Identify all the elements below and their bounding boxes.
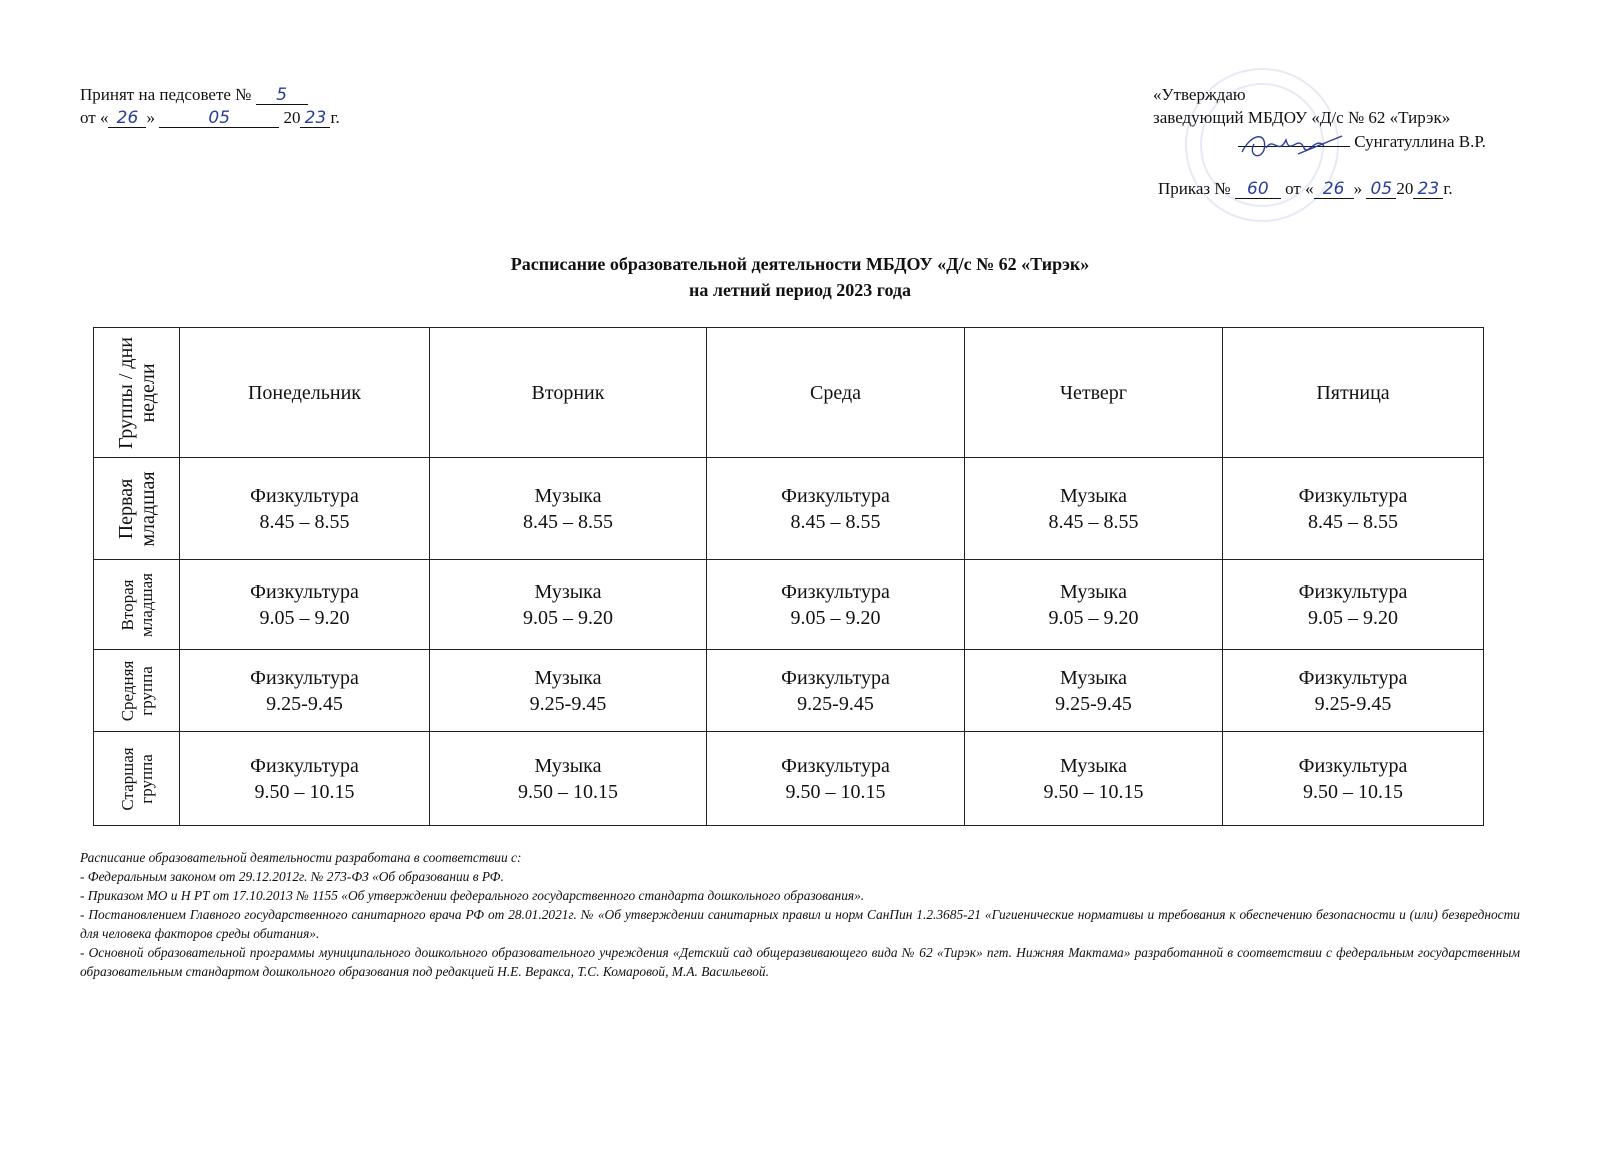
- council-year: 23: [300, 109, 330, 128]
- schedule-cell: [1223, 732, 1484, 826]
- activity: Музыка: [534, 666, 602, 689]
- activity: Музыка: [534, 754, 602, 777]
- activity: Физкультура: [250, 580, 359, 603]
- day-label: Среда: [809, 381, 861, 404]
- year-end: г.: [330, 108, 340, 127]
- time: 9.25-9.45: [1314, 692, 1392, 715]
- order-date-open: от «: [1285, 179, 1314, 198]
- corner-cell: [94, 328, 180, 458]
- table-row: [94, 650, 1484, 732]
- activity: Физкультура: [250, 666, 359, 689]
- year-prefix: 20: [283, 108, 301, 127]
- group-label: Первая младшая: [114, 470, 159, 547]
- schedule-cell: [430, 560, 707, 650]
- time: 8.45 – 8.55: [1048, 510, 1139, 533]
- schedule-cell: [1223, 458, 1484, 560]
- schedule-cell: [180, 650, 430, 732]
- activity: Физкультура: [250, 754, 359, 777]
- signature-icon: [1238, 126, 1358, 164]
- day-label: Вторник: [531, 381, 605, 404]
- group-cell: [94, 650, 180, 732]
- note-line: - Постановлением Главного государственного санитарного врача РФ от 28.01.2021г. № «Об утверждении санитарных правил и норм СанПин 1.2.3685-21 «Гигиенические нормативы и требования к обеспечению безопасности и (или) безвредности для человека факторов среды обитания».: [80, 907, 1520, 941]
- time: 9.25-9.45: [797, 692, 874, 715]
- schedule-cell: [707, 560, 965, 650]
- corner-label: Группы / дни недели: [114, 336, 159, 449]
- schedule-cell: [180, 732, 430, 826]
- notes-block: [80, 848, 1520, 981]
- activity: Музыка: [534, 484, 602, 507]
- activity: Физкультура: [1298, 754, 1408, 777]
- schedule-cell: [180, 458, 430, 560]
- approve-label: «Утверждаю: [1153, 85, 1246, 104]
- day-label: Пятница: [1316, 381, 1390, 404]
- order-line: [1158, 179, 1453, 199]
- schedule-cell: [1223, 560, 1484, 650]
- note-line: Расписание образовательной деятельности разработана в соответствии с:: [80, 850, 522, 865]
- activity: Музыка: [1060, 754, 1127, 777]
- schedule-cell: [965, 650, 1223, 732]
- time: 8.45 – 8.55: [523, 510, 613, 533]
- time: 9.05 – 9.20: [523, 606, 613, 629]
- approver-position: заведующий МБДОУ «Д/с № 62 «Тирэк»: [1153, 108, 1451, 127]
- time: 9.25-9.45: [529, 692, 607, 715]
- group-cell: [94, 560, 180, 650]
- time: 9.05 – 9.20: [1048, 606, 1139, 629]
- activity: Физкультура: [1298, 580, 1408, 603]
- activity: Физкультура: [1298, 484, 1408, 507]
- activity: Физкультура: [781, 754, 890, 777]
- day-header: [707, 328, 965, 458]
- time: 8.45 – 8.55: [1308, 510, 1398, 533]
- group-label: Старшая группа: [117, 746, 156, 811]
- time: 9.50 – 10.15: [1043, 780, 1144, 803]
- approver-name: Сунгатуллина В.Р.: [1354, 132, 1486, 151]
- day-label: Четверг: [1059, 381, 1128, 404]
- document-subtitle: на летний период 2023 года: [688, 280, 912, 300]
- note-line: - Основной образовательной программы муниципального дошкольного образовательного учреждения «Детский сад общеразвивающего вида № 62 «Тирэк» пгт. Нижняя Мактама» разработанной в соответствии с федеральным государственным образовательным стандартом дошкольного образования под редакцией Н.Е. Веракса, Т.С. Комаровой, М.А. Васильевой.: [80, 945, 1520, 979]
- time: 9.05 – 9.20: [259, 606, 350, 629]
- order-year: 23: [1413, 180, 1443, 199]
- time: 9.50 – 10.15: [1303, 780, 1403, 803]
- time: 8.45 – 8.55: [259, 510, 350, 533]
- schedule-cell: [180, 560, 430, 650]
- table-row: [94, 732, 1484, 826]
- council-day: 26: [108, 109, 146, 128]
- schedule-cell: [430, 732, 707, 826]
- schedule-cell: [430, 458, 707, 560]
- schedule-cell: [707, 732, 965, 826]
- order-year-prefix: 20: [1396, 179, 1414, 198]
- time: 9.25-9.45: [1055, 692, 1132, 715]
- time: 9.05 – 9.20: [790, 606, 881, 629]
- date-open-quote: от «: [80, 108, 109, 127]
- group-label: Средняя группа: [117, 660, 156, 721]
- day-label: Понедельник: [247, 381, 362, 404]
- time: 9.50 – 10.15: [785, 780, 886, 803]
- schedule-cell: [965, 560, 1223, 650]
- activity: Физкультура: [1298, 666, 1408, 689]
- activity: Физкультура: [781, 484, 890, 507]
- time: 9.05 – 9.20: [1308, 606, 1398, 629]
- day-header: [180, 328, 430, 458]
- document-title: Расписание образовательной деятельности МБДОУ «Д/с № 62 «Тирэк»: [510, 254, 1090, 274]
- group-cell: [94, 732, 180, 826]
- schedule-cell: [707, 650, 965, 732]
- activity: Музыка: [534, 580, 602, 603]
- table-row: [94, 560, 1484, 650]
- schedule-cell: [707, 458, 965, 560]
- order-year-end: г.: [1443, 179, 1453, 198]
- activity: Музыка: [1060, 580, 1127, 603]
- schedule-cell: [965, 458, 1223, 560]
- group-label: Вторая младшая: [117, 572, 156, 637]
- time: 9.50 – 10.15: [254, 780, 355, 803]
- activity: Физкультура: [781, 666, 890, 689]
- activity: Физкультура: [250, 484, 359, 507]
- table-row: [94, 458, 1484, 560]
- order-number: 60: [1235, 180, 1281, 199]
- council-month: 05: [159, 109, 279, 128]
- schedule-table: [93, 327, 1484, 826]
- day-header: [430, 328, 707, 458]
- schedule-cell: [965, 732, 1223, 826]
- activity: Физкультура: [781, 580, 890, 603]
- council-line: [80, 85, 308, 105]
- activity: Музыка: [1060, 666, 1127, 689]
- council-date-line: [80, 108, 340, 128]
- council-label: Принят на педсовете №: [80, 85, 252, 104]
- schedule-cell: [430, 650, 707, 732]
- order-month: 05: [1366, 180, 1396, 199]
- protocol-number: 5: [256, 86, 308, 105]
- table-header-row: [94, 328, 1484, 458]
- group-cell: [94, 458, 180, 560]
- date-close-quote: »: [146, 108, 155, 127]
- time: 9.50 – 10.15: [518, 780, 618, 803]
- note-line: - Федеральным законом от 29.12.2012г. № 273-ФЗ «Об образовании в РФ.: [80, 869, 504, 884]
- order-label: Приказ №: [1158, 179, 1231, 198]
- time: 8.45 – 8.55: [790, 510, 881, 533]
- order-date-close: »: [1353, 179, 1363, 198]
- schedule-cell: [1223, 650, 1484, 732]
- time: 9.25-9.45: [266, 692, 343, 715]
- day-header: [965, 328, 1223, 458]
- note-line: - Приказом МО и Н РТ от 17.10.2013 № 1155 «Об утверждении федерального государственного стандарта дошкольного образования».: [80, 888, 865, 903]
- day-header: [1223, 328, 1484, 458]
- order-day: 26: [1314, 180, 1354, 199]
- activity: Музыка: [1060, 484, 1127, 507]
